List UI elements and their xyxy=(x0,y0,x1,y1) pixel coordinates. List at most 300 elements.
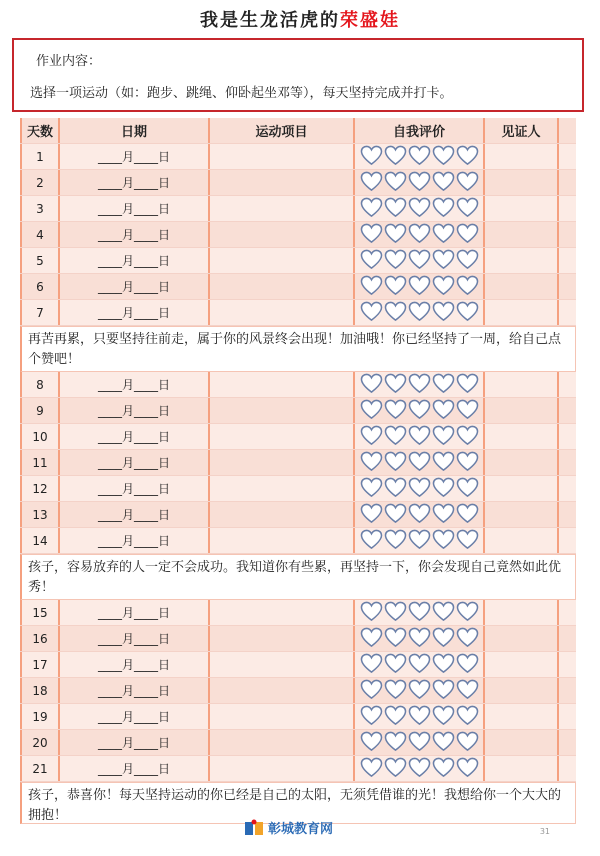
heart-icon[interactable] xyxy=(456,249,479,273)
date-field[interactable] xyxy=(60,300,210,325)
heart-icon[interactable] xyxy=(432,425,455,449)
heart-icon[interactable] xyxy=(432,653,455,677)
heart-icon xyxy=(432,399,455,420)
witness-field[interactable] xyxy=(485,502,559,527)
self-eval-hearts[interactable] xyxy=(355,274,485,299)
heart-icon[interactable] xyxy=(384,425,407,449)
heart-icon[interactable] xyxy=(360,301,383,325)
heart-icon xyxy=(456,275,479,296)
heart-icon xyxy=(408,275,431,296)
heart-icon xyxy=(384,399,407,420)
self-eval-hearts[interactable] xyxy=(355,222,485,247)
header-witness: 见证人 xyxy=(485,118,559,143)
heart-icon[interactable] xyxy=(384,145,407,169)
heart-icon xyxy=(408,477,431,498)
witness-field[interactable] xyxy=(485,528,559,553)
day-number: 1 xyxy=(20,144,60,169)
heart-icon xyxy=(360,171,383,192)
sport-field[interactable] xyxy=(210,476,355,501)
table-row xyxy=(20,248,576,274)
heart-icon[interactable] xyxy=(432,477,455,501)
heart-icon[interactable] xyxy=(456,373,479,397)
date-blank: ____月____日 xyxy=(97,736,170,750)
heart-icon xyxy=(360,731,383,752)
witness-field[interactable] xyxy=(485,756,559,781)
encouragement-message: 孩子，恭喜你！每天坚持运动的你已经是自己的太阳，无须凭借谁的光！我想给你一个大大的拥抱！ xyxy=(20,782,576,824)
heart-icon xyxy=(408,757,431,778)
day-number: 18 xyxy=(20,678,60,703)
row-spacer xyxy=(559,274,576,299)
self-eval-hearts[interactable] xyxy=(355,372,485,397)
sport-field[interactable] xyxy=(210,600,355,625)
heart-icon xyxy=(432,503,455,524)
heart-icon[interactable] xyxy=(384,373,407,397)
date-field[interactable] xyxy=(60,248,210,273)
heart-icon[interactable] xyxy=(432,679,455,703)
heart-icon[interactable] xyxy=(456,731,479,755)
heart-icon[interactable] xyxy=(408,627,431,651)
heart-icon[interactable] xyxy=(456,301,479,325)
heart-icon[interactable] xyxy=(408,451,431,475)
heart-icon[interactable] xyxy=(432,301,455,325)
heart-icon xyxy=(360,477,383,498)
heart-icon[interactable] xyxy=(456,197,479,221)
self-eval-hearts[interactable] xyxy=(355,476,485,501)
heart-icon[interactable] xyxy=(360,399,383,423)
heart-icon[interactable] xyxy=(432,627,455,651)
heart-icon[interactable] xyxy=(384,653,407,677)
sport-field[interactable] xyxy=(210,756,355,781)
heart-icon xyxy=(432,705,455,726)
row-spacer xyxy=(559,756,576,781)
day-number: 12 xyxy=(20,476,60,501)
sport-field[interactable] xyxy=(210,704,355,729)
witness-field[interactable] xyxy=(485,424,559,449)
header-sport: 运动项目 xyxy=(210,118,355,143)
heart-icon[interactable] xyxy=(432,275,455,299)
date-field[interactable] xyxy=(60,626,210,651)
heart-icon xyxy=(384,757,407,778)
heart-icon[interactable] xyxy=(456,705,479,729)
sport-field[interactable] xyxy=(210,372,355,397)
self-eval-hearts[interactable] xyxy=(355,398,485,423)
heart-icon xyxy=(408,399,431,420)
heart-icon[interactable] xyxy=(384,627,407,651)
witness-field[interactable] xyxy=(485,300,559,325)
heart-icon[interactable] xyxy=(384,731,407,755)
self-eval-hearts[interactable] xyxy=(355,170,485,195)
self-eval-hearts[interactable] xyxy=(355,756,485,781)
row-spacer xyxy=(559,398,576,423)
heart-icon[interactable] xyxy=(384,679,407,703)
day-number: 2 xyxy=(20,170,60,195)
heart-icon xyxy=(456,145,479,166)
heart-icon[interactable] xyxy=(408,653,431,677)
heart-icon[interactable] xyxy=(408,171,431,195)
heart-icon[interactable] xyxy=(384,399,407,423)
heart-icon xyxy=(408,529,431,550)
heart-icon xyxy=(432,249,455,270)
heart-icon[interactable] xyxy=(384,601,407,625)
heart-icon[interactable] xyxy=(360,627,383,651)
table-row xyxy=(20,528,576,554)
witness-field[interactable] xyxy=(485,222,559,247)
date-field[interactable] xyxy=(60,704,210,729)
heart-icon[interactable] xyxy=(360,373,383,397)
day-number: 19 xyxy=(20,704,60,729)
heart-icon[interactable] xyxy=(408,197,431,221)
heart-icon xyxy=(384,705,407,726)
table-row xyxy=(20,196,576,222)
heart-icon xyxy=(456,249,479,270)
task-box xyxy=(12,38,584,112)
heart-icon xyxy=(408,679,431,700)
heart-icon xyxy=(456,451,479,472)
heart-icon xyxy=(432,451,455,472)
table-row xyxy=(20,398,576,424)
date-field[interactable] xyxy=(60,502,210,527)
heart-icon xyxy=(384,275,407,296)
sport-field[interactable] xyxy=(210,274,355,299)
heart-icon[interactable] xyxy=(456,451,479,475)
date-field[interactable] xyxy=(60,274,210,299)
heart-icon[interactable] xyxy=(456,399,479,423)
witness-field[interactable] xyxy=(485,170,559,195)
heart-icon xyxy=(360,425,383,446)
heart-icon xyxy=(360,275,383,296)
sport-field[interactable] xyxy=(210,248,355,273)
heart-icon[interactable] xyxy=(384,705,407,729)
heart-icon[interactable] xyxy=(408,705,431,729)
date-field[interactable] xyxy=(60,528,210,553)
heart-icon xyxy=(408,301,431,322)
heart-icon xyxy=(456,399,479,420)
heart-icon[interactable] xyxy=(432,249,455,273)
sport-field[interactable] xyxy=(210,170,355,195)
table-row xyxy=(20,600,576,626)
heart-icon[interactable] xyxy=(432,171,455,195)
date-blank: ____月____日 xyxy=(97,404,170,418)
self-eval-hearts[interactable] xyxy=(355,196,485,221)
sport-field[interactable] xyxy=(210,196,355,221)
heart-icon[interactable] xyxy=(456,627,479,651)
heart-icon xyxy=(384,425,407,446)
self-eval-hearts[interactable] xyxy=(355,300,485,325)
date-field[interactable] xyxy=(60,222,210,247)
heart-icon[interactable] xyxy=(456,653,479,677)
heart-icon[interactable] xyxy=(384,301,407,325)
heart-icon[interactable] xyxy=(384,275,407,299)
heart-icon[interactable] xyxy=(384,249,407,273)
heart-icon[interactable] xyxy=(432,731,455,755)
table-row xyxy=(20,476,576,502)
sport-field[interactable] xyxy=(210,678,355,703)
heart-icon[interactable] xyxy=(408,679,431,703)
self-eval-hearts[interactable] xyxy=(355,626,485,651)
date-blank: ____月____日 xyxy=(97,684,170,698)
heart-icon[interactable] xyxy=(432,503,455,527)
heart-icon[interactable] xyxy=(360,275,383,299)
witness-field[interactable] xyxy=(485,248,559,273)
heart-icon xyxy=(456,653,479,674)
heart-icon[interactable] xyxy=(456,529,479,553)
heart-icon xyxy=(384,529,407,550)
heart-icon xyxy=(384,451,407,472)
heart-icon[interactable] xyxy=(456,477,479,501)
witness-field[interactable] xyxy=(485,652,559,677)
heart-icon[interactable] xyxy=(408,601,431,625)
heart-icon[interactable] xyxy=(456,275,479,299)
heart-icon[interactable] xyxy=(408,425,431,449)
heart-icon xyxy=(360,529,383,550)
witness-field[interactable] xyxy=(485,678,559,703)
witness-field[interactable] xyxy=(485,144,559,169)
heart-icon xyxy=(360,223,383,244)
date-field[interactable] xyxy=(60,476,210,501)
heart-icon[interactable] xyxy=(360,601,383,625)
heart-icon[interactable] xyxy=(408,529,431,553)
self-eval-hearts[interactable] xyxy=(355,144,485,169)
heart-icon[interactable] xyxy=(456,679,479,703)
heart-icon xyxy=(384,503,407,524)
heart-icon[interactable] xyxy=(432,197,455,221)
self-eval-hearts[interactable] xyxy=(355,652,485,677)
heart-icon[interactable] xyxy=(360,679,383,703)
heart-icon[interactable] xyxy=(360,223,383,247)
day-number: 16 xyxy=(20,626,60,651)
date-field[interactable] xyxy=(60,424,210,449)
date-field[interactable] xyxy=(60,678,210,703)
self-eval-hearts[interactable] xyxy=(355,248,485,273)
date-field[interactable] xyxy=(60,600,210,625)
self-eval-hearts[interactable] xyxy=(355,730,485,755)
date-blank: ____月____日 xyxy=(97,606,170,620)
date-field[interactable] xyxy=(60,196,210,221)
self-eval-hearts[interactable] xyxy=(355,600,485,625)
heart-icon[interactable] xyxy=(384,529,407,553)
witness-field[interactable] xyxy=(485,450,559,475)
witness-field[interactable] xyxy=(485,704,559,729)
heart-icon[interactable] xyxy=(408,503,431,527)
heart-icon[interactable] xyxy=(360,145,383,169)
day-number: 3 xyxy=(20,196,60,221)
heart-icon xyxy=(408,171,431,192)
table-row xyxy=(20,704,576,730)
date-field[interactable] xyxy=(60,730,210,755)
heart-icon xyxy=(456,627,479,648)
heart-icon xyxy=(384,373,407,394)
heart-icon[interactable] xyxy=(384,503,407,527)
heart-icon[interactable] xyxy=(360,503,383,527)
table-row xyxy=(20,144,576,170)
heart-icon xyxy=(456,477,479,498)
heart-icon[interactable] xyxy=(360,451,383,475)
heart-icon[interactable] xyxy=(408,477,431,501)
witness-field[interactable] xyxy=(485,600,559,625)
day-number: 10 xyxy=(20,424,60,449)
heart-icon[interactable] xyxy=(408,275,431,299)
date-blank: ____月____日 xyxy=(97,508,170,522)
witness-field[interactable] xyxy=(485,372,559,397)
heart-icon[interactable] xyxy=(408,223,431,247)
heart-icon[interactable] xyxy=(384,477,407,501)
heart-icon[interactable] xyxy=(360,171,383,195)
day-number: 7 xyxy=(20,300,60,325)
sport-field[interactable] xyxy=(210,450,355,475)
sport-field[interactable] xyxy=(210,398,355,423)
heart-icon[interactable] xyxy=(360,197,383,221)
heart-icon xyxy=(360,601,383,622)
heart-icon xyxy=(384,731,407,752)
task-heading: 作业内容： xyxy=(36,54,102,69)
witness-field[interactable] xyxy=(485,398,559,423)
heart-icon[interactable] xyxy=(360,757,383,781)
heart-icon xyxy=(360,145,383,166)
row-spacer xyxy=(559,222,576,247)
heart-icon[interactable] xyxy=(408,249,431,273)
self-eval-hearts[interactable] xyxy=(355,678,485,703)
heart-icon[interactable] xyxy=(360,529,383,553)
heart-icon xyxy=(432,301,455,322)
day-number: 4 xyxy=(20,222,60,247)
heart-icon[interactable] xyxy=(432,757,455,781)
heart-icon[interactable] xyxy=(432,451,455,475)
heart-icon xyxy=(360,757,383,778)
date-blank: ____月____日 xyxy=(97,482,170,496)
date-blank: ____月____日 xyxy=(97,534,170,548)
self-eval-hearts[interactable] xyxy=(355,528,485,553)
heart-icon[interactable] xyxy=(360,731,383,755)
sport-field[interactable] xyxy=(210,222,355,247)
heart-icon[interactable] xyxy=(432,399,455,423)
heart-icon xyxy=(456,373,479,394)
heart-icon[interactable] xyxy=(432,145,455,169)
heart-icon[interactable] xyxy=(408,757,431,781)
heart-icon[interactable] xyxy=(456,223,479,247)
heart-icon[interactable] xyxy=(432,705,455,729)
sport-field[interactable] xyxy=(210,730,355,755)
heart-icon[interactable] xyxy=(384,451,407,475)
heart-icon[interactable] xyxy=(408,145,431,169)
heart-icon[interactable] xyxy=(384,223,407,247)
title-main: 我是生龙活虎的 xyxy=(200,10,340,31)
heart-icon xyxy=(456,223,479,244)
row-spacer xyxy=(559,678,576,703)
encouragement-message: 再苦再累，只要坚持往前走，属于你的风景终会出现！加油哦！你已经坚持了一周，给自己点个赞吧！ xyxy=(20,326,576,372)
heart-icon[interactable] xyxy=(456,425,479,449)
heart-icon[interactable] xyxy=(456,145,479,169)
table-row xyxy=(20,372,576,398)
sport-field[interactable] xyxy=(210,502,355,527)
sport-field[interactable] xyxy=(210,652,355,677)
heart-icon[interactable] xyxy=(360,425,383,449)
heart-icon xyxy=(408,601,431,622)
heart-icon xyxy=(384,197,407,218)
heart-icon xyxy=(360,653,383,674)
witness-field[interactable] xyxy=(485,476,559,501)
heart-icon[interactable] xyxy=(360,249,383,273)
table-row xyxy=(20,170,576,196)
task-body: 选择一项运动（如：跑步、跳绳、仰卧起坐邓等），每天坚持完成并打卡。 xyxy=(30,86,453,101)
date-field[interactable] xyxy=(60,372,210,397)
heart-icon xyxy=(384,249,407,270)
row-spacer xyxy=(559,144,576,169)
row-spacer xyxy=(559,196,576,221)
date-field[interactable] xyxy=(60,144,210,169)
date-blank: ____月____日 xyxy=(97,456,170,470)
date-blank: ____月____日 xyxy=(97,228,170,242)
sport-field[interactable] xyxy=(210,528,355,553)
heart-icon xyxy=(432,529,455,550)
heart-icon[interactable] xyxy=(456,171,479,195)
heart-icon xyxy=(384,171,407,192)
heart-icon xyxy=(432,425,455,446)
heart-icon[interactable] xyxy=(408,399,431,423)
sport-field[interactable] xyxy=(210,144,355,169)
page-number: 31 xyxy=(539,827,550,836)
day-number: 14 xyxy=(20,528,60,553)
row-spacer xyxy=(559,704,576,729)
heart-icon xyxy=(432,275,455,296)
sport-field[interactable] xyxy=(210,626,355,651)
date-field[interactable] xyxy=(60,756,210,781)
heart-icon[interactable] xyxy=(408,301,431,325)
heart-icon[interactable] xyxy=(408,373,431,397)
heart-icon xyxy=(456,705,479,726)
self-eval-hearts[interactable] xyxy=(355,704,485,729)
date-field[interactable] xyxy=(60,398,210,423)
sport-field[interactable] xyxy=(210,424,355,449)
heart-icon xyxy=(384,601,407,622)
witness-field[interactable] xyxy=(485,196,559,221)
self-eval-hearts[interactable] xyxy=(355,450,485,475)
witness-field[interactable] xyxy=(485,626,559,651)
heart-icon[interactable] xyxy=(432,529,455,553)
heart-icon[interactable] xyxy=(384,757,407,781)
heart-icon[interactable] xyxy=(432,223,455,247)
heart-icon[interactable] xyxy=(384,197,407,221)
site-logo xyxy=(244,818,333,837)
heart-icon[interactable] xyxy=(432,601,455,625)
heart-icon[interactable] xyxy=(408,731,431,755)
heart-icon[interactable] xyxy=(432,373,455,397)
date-field[interactable] xyxy=(60,652,210,677)
witness-field[interactable] xyxy=(485,730,559,755)
header-spacer xyxy=(559,118,576,143)
heart-icon[interactable] xyxy=(360,653,383,677)
self-eval-hearts[interactable] xyxy=(355,502,485,527)
self-eval-hearts[interactable] xyxy=(355,424,485,449)
heart-icon xyxy=(408,653,431,674)
heart-icon[interactable] xyxy=(456,757,479,781)
heart-icon[interactable] xyxy=(456,601,479,625)
heart-icon xyxy=(408,503,431,524)
row-spacer xyxy=(559,600,576,625)
witness-field[interactable] xyxy=(485,274,559,299)
heart-icon[interactable] xyxy=(360,477,383,501)
heart-icon xyxy=(432,197,455,218)
heart-icon[interactable] xyxy=(360,705,383,729)
heart-icon[interactable] xyxy=(384,171,407,195)
heart-icon[interactable] xyxy=(456,503,479,527)
date-blank: ____月____日 xyxy=(97,430,170,444)
sport-field[interactable] xyxy=(210,300,355,325)
date-blank: ____月____日 xyxy=(97,658,170,672)
date-field[interactable] xyxy=(60,170,210,195)
date-field[interactable] xyxy=(60,450,210,475)
heart-icon xyxy=(384,679,407,700)
heart-icon xyxy=(360,679,383,700)
